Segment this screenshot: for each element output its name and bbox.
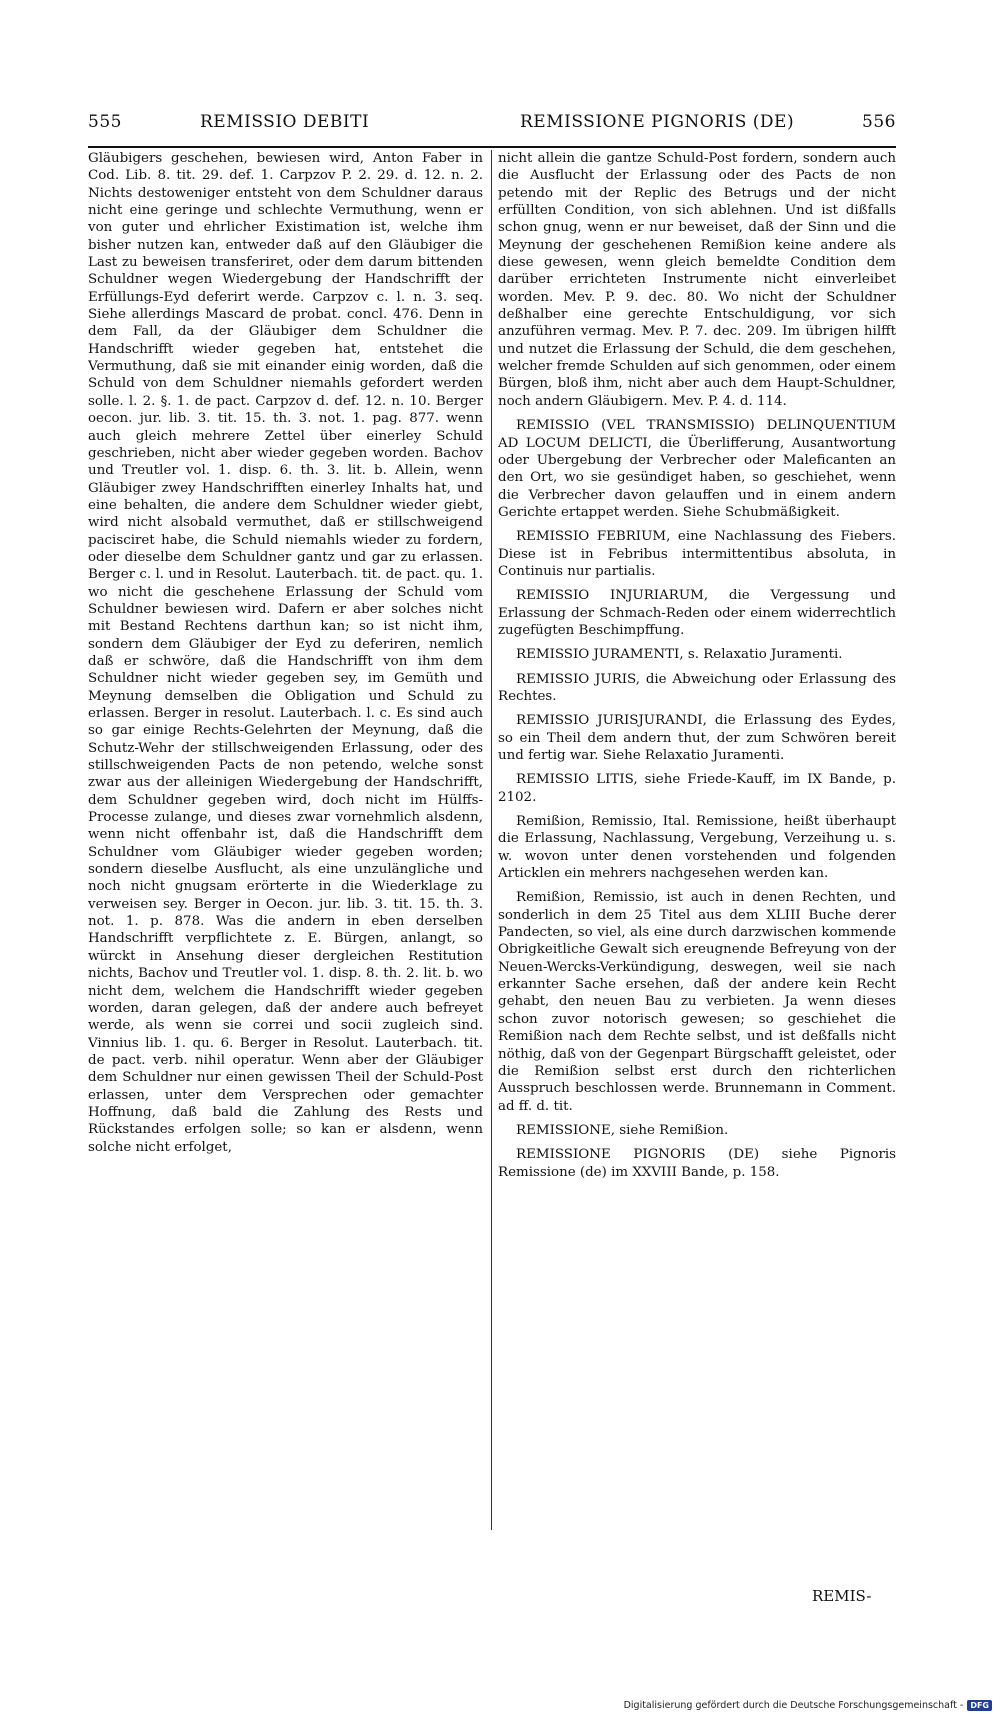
entry-remissio-delinquentium: REMISSIO (VEL TRANSMISSIO) DELINQUENTIUM AD LOCUM DELICTI, die Überlifferung, Ausantwortung oder Ubergebung der Verbrecher oder Maleficanten an den Ort, wo sie gesündiget haben, so geschiehet, wenn die Verbrecher davon gelauffen und in einem andern Gerichte ertappet werden. Siehe Schubmäßigkeit. [498,418,896,520]
entry-remission-general: Remißion, Remissio, Ital. Remissione, heißt überhaupt die Erlassung, Nachlassung, Vergebung, Verzeihung u. s. w. wovon unter denen vorstehenden und folgenden Articklen ein mehrers nachgesehen werden kan. [498,814,896,882]
catchword: REMIS- [812,1587,872,1605]
column-divider [491,150,492,1530]
digitization-footer [624,1700,992,1711]
header-rule [88,146,896,148]
entry-remissione: REMISSIONE, siehe Remißion. [516,1122,729,1138]
entry-remissione-pignoris: REMISSIONE PIGNORIS (DE) siehe Pignoris Remissione (de) im XXVIII Bande, p. 158. [498,1147,896,1180]
right-paragraph-continuation: nicht allein die gantze Schuld-Post fordern, sondern auch die Ausflucht der Erlassung oder des Pacts de non petendo mit der Replic des Betrugs und der nicht erfüllten Condition, von sich ablehnen. Und ist dißfalls schon gnug, wenn er nur beweiset, daß der Sinn und die Meynung der geschehenen Remißion keine andere als diese gewesen, wenn gleich bemeldte Condition dem darüber errichteten Instrumente nicht einverleibet worden. Mev. P. 9. dec. 80. Wo nicht der Schuldner deßhalber eine gerechte Entschuldigung, vor sich anzuführen vermag. Mev. P. 7. dec. 209. Im übrigen hilfft und nutzet die Erlassung der Schuld, die dem geschehen, welcher fremde Schulden auf sich genommen, oder einem Bürgen, bloß ihm, nicht aber auch dem Haupt-Schuldner, noch andern Gläubigern. Mev. P. 4. d. 114. [498,151,896,409]
entry-remissio-litis: REMISSIO LITIS, siehe Friede-Kauff, im IX Bande, p. 2102. [498,772,896,805]
header-title-left: REMISSIO DEBITI [200,112,370,132]
left-column-text: Gläubigers geschehen, bewiesen wird, Anton Faber in Cod. Lib. 8. tit. 29. def. 1. Carpzov P. 2. 29. d. 12. n. 2. Nichts destoweniger entsteht von dem Schuldner daraus nicht eine geringe und schlechte Vermuthung, wenn er von guter und ehrlicher Existimation ist, welche ihm bisher nutzen kan, entweder daß auf den Gläubiger die Last zu beweisen transferiret, oder dem darum bittenden Schuldner wegen Wiedergebung der Handschrifft der Erfüllungs-Eyd deferirt werde. Carpzov c. l. n. 3. seq. Siehe allerdings Mascard de probat. concl. 476. Denn in dem Fall, da der Gläubiger dem Schuldner die Handschrifft wieder gegeben hat, entstehet die Vermuthung, daß sie mit einander einig worden, daß die Schuld von dem Schuldner niemahls gefordert werden solle. l. 2. §. 1. de pact. Carpzov d. def. 12. n. 10. Berger oecon. jur. lib. 3. tit. 15. th. 3. not. 1. pag. 877. wenn auch gleich mehrere Zettel über einerley Schuld geschrieben, nicht aber wieder gegeben worden. Bachov und Treutler vol. 1. disp. 6. th. 3. lit. b. Allein, wenn Gläubiger zwey Handschrifften einerley Inhalts hat, und eine behalten, die andere dem Schuldner wieder giebt, wird nicht alsobald vermuthet, daß er stillschweigend pacisciret habe, die Schuld niemahls wieder zu fordern, oder dieselbe dem Schuldner gantz und gar zu erlassen. Berger c. l. und in Resolut. Lauterbach. tit. de pact. qu. 1. wo nicht die geschehene Erlassung der Schuld vom Schuldner bewiesen wird. Dafern er aber solches nicht mit Bestand Rechtens darthun kan; so ist nicht ihm, sondern dem Gläubiger der Eyd zu deferiren, nemlich daß er schwöre, daß die Handschrifft von ihm dem Schuldner nicht wieder gegeben sey, im Gemüth und Meynung demselben die Obligation und Schuld zu erlassen. Berger in resolut. Lauterbach. l. c. Es sind auch so gar einige Rechts-Gelehrten der Meynung, daß die Schutz-Wehr der stillschweigenden Erlassung, oder des stillschweigenden Pacts de non petendo, welche sonst zwar aus der alleinigen Wiedergebung der Handschrifft, dem Schuldner gegeben wird, doch nicht im Hülffs-Processe zulange, und dieses zwar vornehmlich alsdenn, wenn nicht offenbahr ist, daß die Handschrifft dem Schuldner vom Gläubiger wieder gegeben worden; sondern dieselbe Ausflucht, als eine unzulängliche und noch nicht gnugsam erörterte in die Wiederklage zu verweisen sey. Berger in Oecon. jur. lib. 3. tit. 15. th. 3. not. 1. p. 878. Was die andern in eben derselben Handschrifft verpflichtete z. E. Bürgen, anlangt, so würckt in Ansehung dieser dergleichen Restitution nichts, Bachov und Treutler vol. 1. disp. 8. th. 2. lit. b. wo nicht dem, welchem die Handschrifft wieder gegeben worden, daran gelegen, daß der andere auch befreyet werde, als wenn sie correi und socii zugleich sind. Vinnius lib. 1. qu. 6. Berger in Resolut. Lauterbach. tit. de pact. verb. nihil operatur. Wenn aber der Gläubiger dem Schuldner nur einen gewissen Theil der Schuld-Post erlassen, unter dem Versprechen oder gemachter Hoffnung, daß bald die Zahlung des Rests und Rückstandes erfolgen solle; so kan er alsdenn, wenn solche nicht erfolget, [88,151,483,1155]
right-column [498,150,896,1540]
page-number-left: 555 [88,112,122,132]
footer-text: Digitalisierung gefördert durch die Deutsche Forschungsgemeinschaft - [623,1700,964,1711]
left-column [88,150,483,1540]
header-title-right: REMISSIONE PIGNORIS (DE) [520,112,795,132]
entry-remission-legal: Remißion, Remissio, ist auch in denen Rechten, und sonderlich in dem 25 Titel aus dem XLIII Buche derer Pandecten, so viel, als eine durch darzwischen kommende Obrigkeitliche Gewalt sich ereugnende Befreyung von der Neuen-Wercks-Verkündigung, deswegen, weil sie nach erkannter Sache ersehen, daß der andere kein Recht gehabt, den neuen Bau zu verbieten. Ja wenn dieses schon zuvor notorisch gewesen; so geschiehet die Remißion nach dem Rechte selbst, und ist deßfalls nicht nöthig, daß von der Gegenpart Bürgschafft geleistet, oder die Remißion selbst erst durch den richterlichen Ausspruch beschlossen werde. Brunnemann in Comment. ad ff. d. tit. [498,890,896,1114]
entry-remissio-injuriarum: REMISSIO INJURIARUM, die Vergessung und Erlassung der Schmach-Reden oder einem widerrechtlich zugefügten Beschimpffung. [498,588,896,638]
entry-remissio-febrium: REMISSIO FEBRIUM, eine Nachlassung des Fiebers. Diese ist in Febribus intermittentibus absoluta, in Continuis nur partialis. [498,529,896,579]
entry-remissio-juramenti: REMISSIO JURAMENTI, s. Relaxatio Juramenti. [516,647,843,663]
entry-remissio-juris: REMISSIO JURIS, die Abweichung oder Erlassung des Rechtes. [498,671,896,704]
dfg-logo-icon: DFG [967,1700,992,1711]
page-number-right: 556 [862,112,896,132]
entry-remissio-jurisjurandi: REMISSIO JURISJURANDI, die Erlassung des Eydes, so ein Theil dem andern thut, der zum Schwören bereit und fertig war. Siehe Relaxatio Juramenti. [498,713,896,763]
running-header [88,112,896,142]
